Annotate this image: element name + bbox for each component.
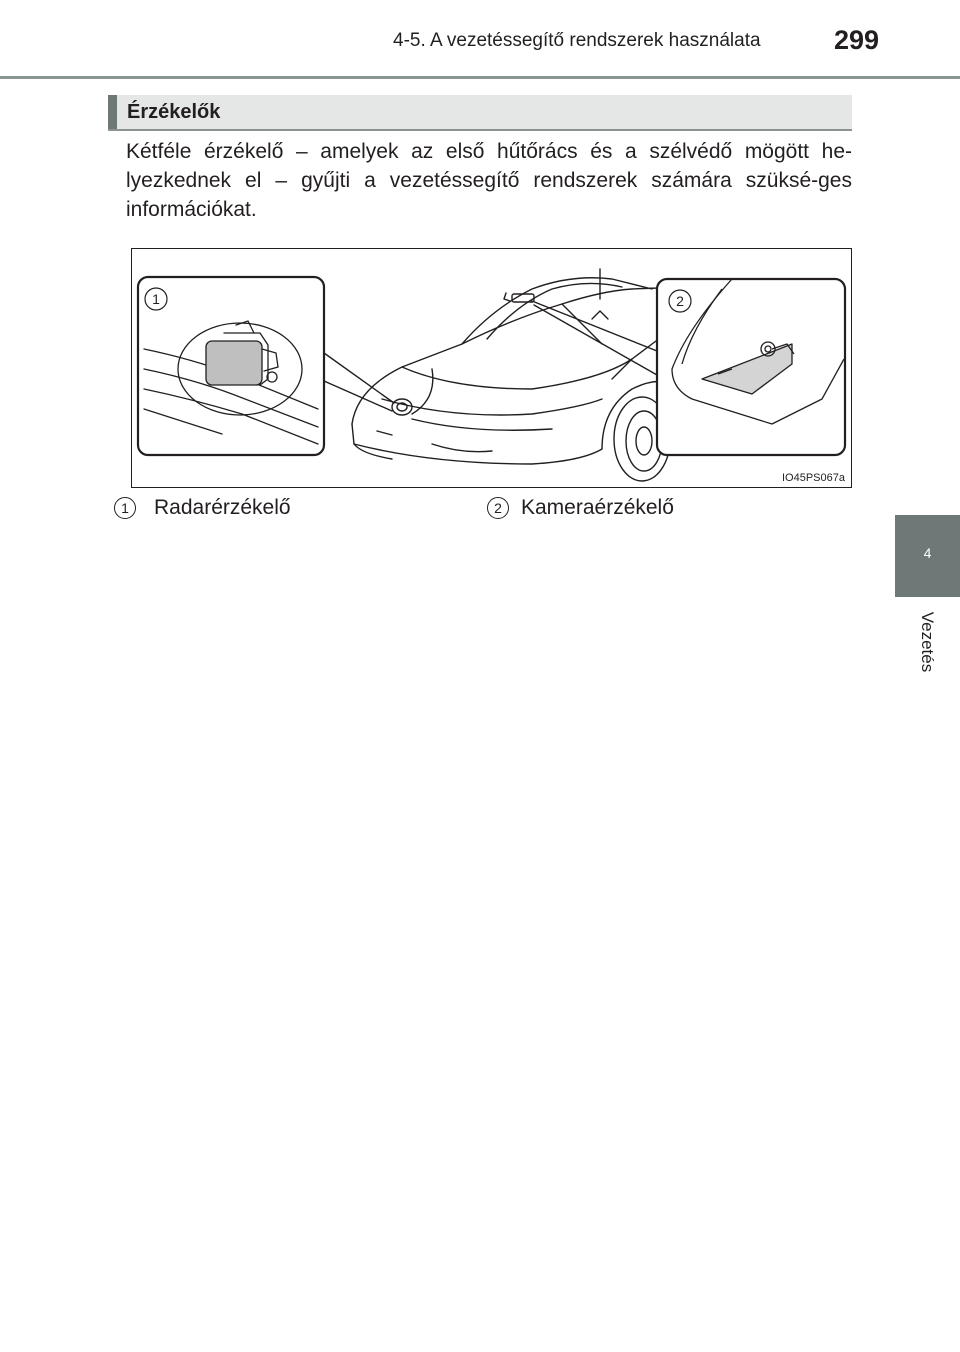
- chapter-tab-label: Vezetés: [918, 611, 937, 673]
- legend-label: Radarérzékelő: [154, 496, 291, 519]
- legend-number: 2: [487, 497, 509, 519]
- chapter-title: 4-5. A vezetéssegítő rendszerek használata: [393, 30, 761, 51]
- svg-text:2: 2: [676, 293, 684, 309]
- car-sensor-drawing: [132, 249, 851, 487]
- svg-text:1: 1: [152, 291, 160, 307]
- chapter-tab: [895, 515, 960, 597]
- chapter-tab-number: 4: [923, 545, 932, 561]
- body-paragraph: Kétféle érzékelő – amelyek az első hűtőrács és a szélvédő mögött he-lyezkednek el – gyűjti a vezetéssegítő rendszerek számára szüksé-ges információkat.: [126, 140, 852, 221]
- legend-item-camera: [487, 495, 674, 521]
- header-rule: [0, 76, 960, 79]
- callout-number-1: [145, 288, 167, 310]
- legend-label: Kameraérzékelő: [521, 496, 674, 519]
- grille-radar-location: [392, 399, 412, 415]
- section-heading: [108, 95, 852, 131]
- sensor-illustration: [131, 248, 852, 488]
- page-number: 299: [834, 25, 880, 55]
- legend-item-radar: [114, 495, 291, 521]
- legend-number: 1: [114, 497, 136, 519]
- section-title: Érzékelők: [127, 101, 221, 123]
- section-heading-bar: [108, 95, 117, 129]
- callout-box-camera: [657, 279, 845, 455]
- callout-box-radar: [138, 277, 324, 455]
- callout-number-2: [669, 290, 691, 312]
- car-outline: [352, 269, 677, 481]
- figure-code: IO45PS067a: [782, 472, 845, 484]
